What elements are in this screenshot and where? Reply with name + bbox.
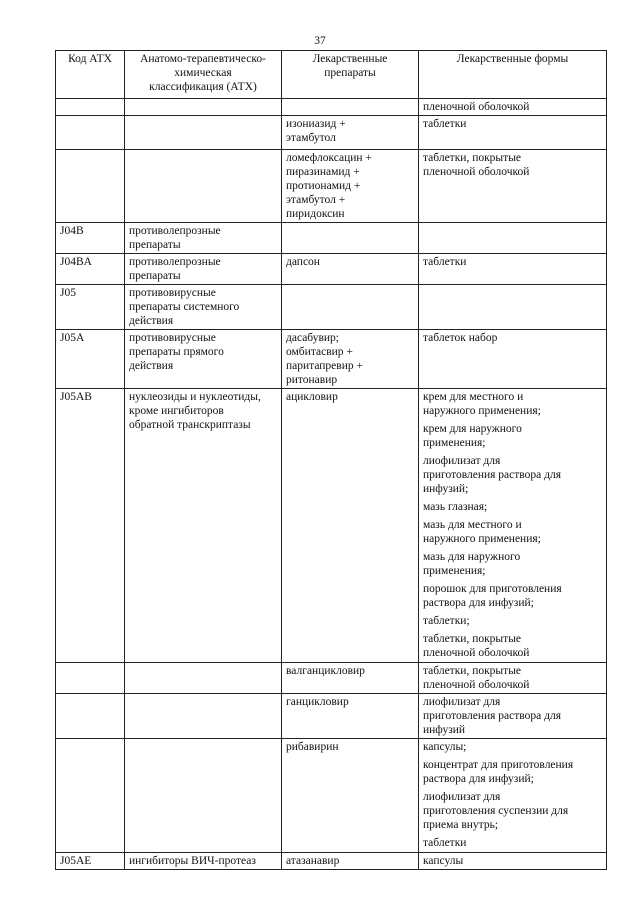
dosage-form-item: мазь для местного и наружного применения; — [423, 519, 541, 545]
table-row — [56, 694, 607, 739]
table-row — [56, 150, 607, 223]
dosage-form-cell — [419, 389, 607, 663]
table-row — [56, 663, 607, 694]
dosage-form-cell: таблетки, покрытые пленочной оболочкой — [419, 663, 607, 694]
table-row — [56, 739, 607, 853]
atc-code-cell: J05AB — [56, 389, 125, 663]
classification-cell — [125, 150, 282, 223]
classification-cell — [125, 99, 282, 116]
atc-code-cell — [56, 150, 125, 223]
page-number: 37 — [314, 35, 326, 47]
drug-cell: рибавирин — [282, 739, 419, 853]
classification-cell — [125, 663, 282, 694]
drug-cell: дасабувир; омбитасвир + паритапревир + ритонавир — [282, 330, 419, 389]
dosage-form-item: мазь для наружного применения; — [423, 551, 521, 577]
dosage-form-cell: капсулы — [419, 853, 607, 870]
header-dosage-forms: Лекарственные формы — [419, 51, 607, 99]
drug-cell: ломефлоксацин + пиразинамид + протионамид + этамбутол + пиридоксин — [282, 150, 419, 223]
atc-code-cell: J05A — [56, 330, 125, 389]
dosage-form-item: крем для местного и наружного применения; — [423, 391, 541, 417]
drug-cell: изониазид + этамбутол — [282, 116, 419, 150]
drug-cell — [282, 223, 419, 254]
dosage-form-item: концентрат для приготовления раствора для инфузий; — [423, 759, 574, 785]
drug-cell: валганцикловир — [282, 663, 419, 694]
table-row — [56, 330, 607, 389]
dosage-form-item: порошок для приготовления раствора для инфузий; — [423, 583, 562, 609]
header-atc-code: Код АТХ — [56, 51, 125, 99]
drug-cell: атазанавир — [282, 853, 419, 870]
atc-code-cell: J04B — [56, 223, 125, 254]
classification-cell: противолепрозные препараты — [125, 254, 282, 285]
dosage-form-item: лиофилизат для приготовления раствора для инфузий; — [423, 455, 561, 495]
dosage-form-cell: пленочной оболочкой — [419, 99, 607, 116]
atc-code-cell: J05 — [56, 285, 125, 330]
dosage-form-cell: таблеток набор — [419, 330, 607, 389]
classification-cell: ингибиторы ВИЧ-протеаз — [125, 853, 282, 870]
classification-cell — [125, 739, 282, 853]
classification-cell — [125, 116, 282, 150]
dosage-form-item: таблетки — [423, 837, 467, 849]
dosage-form-cell: таблетки — [419, 254, 607, 285]
table-header-row — [56, 51, 607, 99]
atc-code-cell — [56, 694, 125, 739]
table-row — [56, 853, 607, 870]
drug-cell: ацикловир — [282, 389, 419, 663]
dosage-form-cell: лиофилизат для приготовления раствора для инфузий — [419, 694, 607, 739]
dosage-form-cell — [419, 739, 607, 853]
drug-cell — [282, 285, 419, 330]
dosage-form-item: крем для наружного применения; — [423, 423, 522, 449]
atc-code-cell: J05AE — [56, 853, 125, 870]
dosage-form-item: мазь глазная; — [423, 501, 488, 513]
atc-code-cell — [56, 663, 125, 694]
drug-cell: дапсон — [282, 254, 419, 285]
drug-cell: ганцикловир — [282, 694, 419, 739]
dosage-form-item: лиофилизат для приготовления суспензии для приема внутрь; — [423, 791, 569, 831]
atc-drug-table — [55, 50, 607, 870]
dosage-form-cell: таблетки — [419, 116, 607, 150]
table-row — [56, 389, 607, 663]
classification-cell: противовирусные препараты системного действия — [125, 285, 282, 330]
dosage-form-cell — [419, 223, 607, 254]
drug-cell — [282, 99, 419, 116]
atc-code-cell: J04BA — [56, 254, 125, 285]
header-atc-classification: Анатомо-терапевтическо- химическая классификация (АТХ) — [125, 51, 282, 99]
table-row — [56, 99, 607, 116]
dosage-form-item: капсулы; — [423, 741, 467, 753]
table-row — [56, 223, 607, 254]
dosage-form-cell: таблетки, покрытые пленочной оболочкой — [419, 150, 607, 223]
header-drugs: Лекарственные препараты — [282, 51, 419, 99]
classification-cell — [125, 694, 282, 739]
table-row — [56, 254, 607, 285]
classification-cell: противовирусные препараты прямого действия — [125, 330, 282, 389]
classification-cell: противолепрозные препараты — [125, 223, 282, 254]
atc-code-cell — [56, 99, 125, 116]
table-row — [56, 285, 607, 330]
classification-cell: нуклеозиды и нуклеотиды, кроме ингибиторов обратной транскриптазы — [125, 389, 282, 663]
dosage-form-cell — [419, 285, 607, 330]
atc-code-cell — [56, 739, 125, 853]
dosage-form-item: таблетки, покрытые пленочной оболочкой — [423, 633, 530, 659]
dosage-form-item: таблетки; — [423, 615, 470, 627]
table-row — [56, 116, 607, 150]
atc-code-cell — [56, 116, 125, 150]
